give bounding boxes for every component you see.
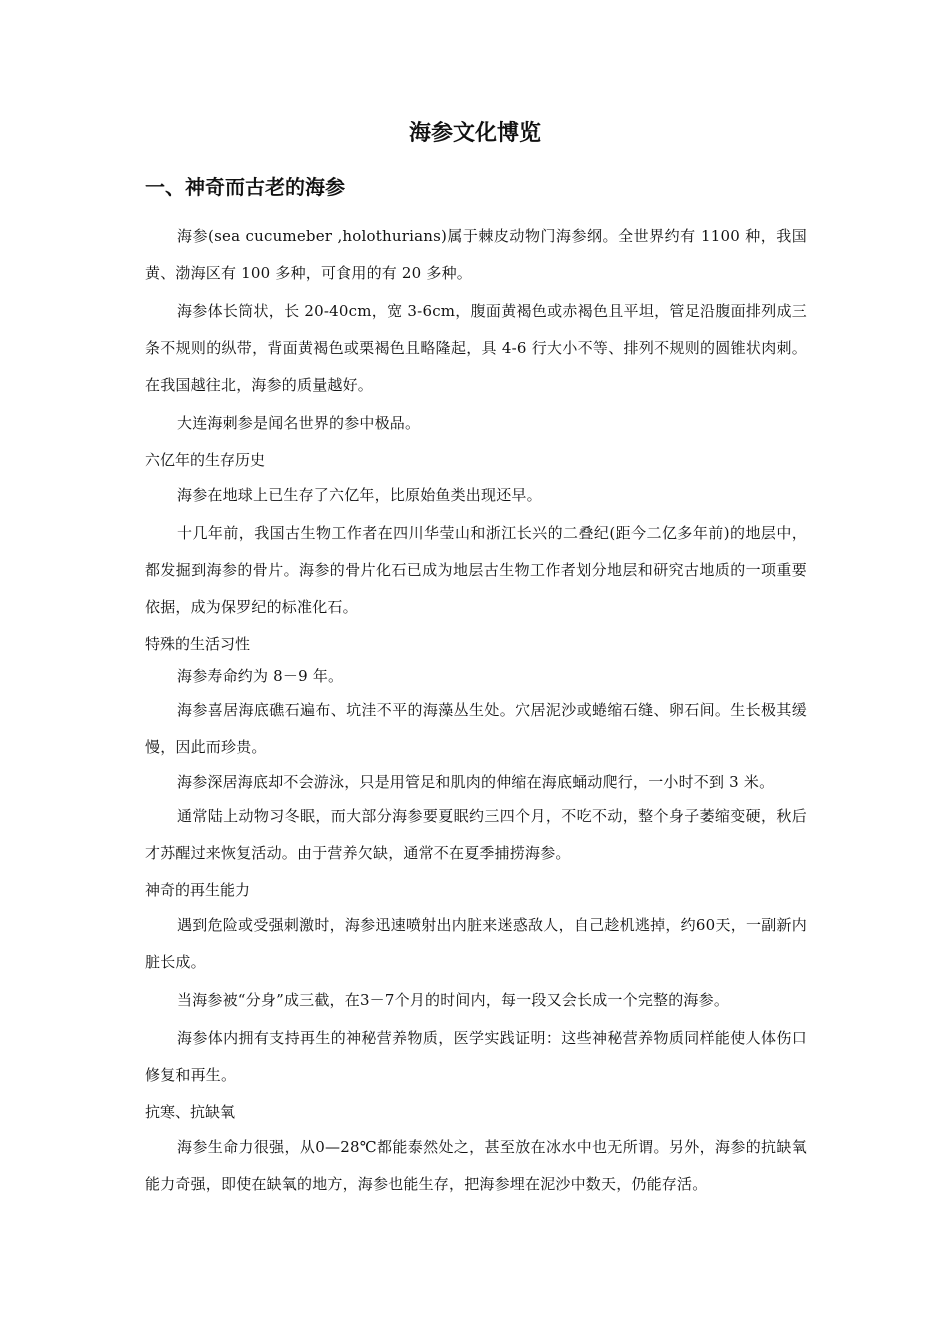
paragraph: 当海参被“分身”成三截，在3－7个月的时间内，每一段又会长成一个完整的海参。 — [177, 991, 730, 1009]
paragraph: 海参(sea cucumeber ,holothurians)属于棘皮动物门海参纲。全世界约有 1100 种，我国黄、渤海区有 100 多种，可食用的有 20 多种。 — [145, 227, 807, 282]
paragraph: 海参体内拥有支持再生的神秘营养物质，医学实践证明：这些神秘营养物质同样能使人体伤口修复和再生。 — [145, 1029, 807, 1084]
subheading-regeneration: 神奇的再生能力 — [145, 881, 251, 899]
paragraph: 遇到危险或受强刺激时，海参迅速喷射出内脏来迷惑敌人，自己趁机逃掉，约60天，一副新内脏长成。 — [145, 916, 807, 971]
paragraph: 海参喜居海底礁石遍布、坑洼不平的海藻丛生处。穴居泥沙或蜷缩石缝、卵石间。生长极其缓慢，因此而珍贵。 — [145, 701, 807, 756]
paragraph: 通常陆上动物习冬眠，而大部分海参要夏眠约三四个月，不吃不动，整个身子萎缩变硬，秋后才苏醒过来恢复活动。由于营养欠缺，通常不在夏季捕捞海参。 — [145, 807, 807, 862]
paragraph: 海参在地球上已生存了六亿年，比原始鱼类出现还早。 — [177, 486, 542, 504]
document-body — [145, 218, 807, 1204]
document-title: 海参文化博览 — [408, 121, 541, 146]
paragraph: 海参生命力很强，从0—28℃都能泰然处之，甚至放在冰水中也无所谓。另外，海参的抗缺氧能力奇强，即使在缺氧的地方，海参也能生存，把海参埋在泥沙中数天，仍能存活。 — [145, 1138, 807, 1193]
paragraph: 海参深居海底却不会游泳，只是用管足和肌肉的伸缩在海底蛹动爬行，一小时不到 3 米。 — [177, 773, 775, 791]
paragraph: 大连海刺参是闻名世界的参中极品。 — [177, 414, 421, 432]
paragraph: 十几年前，我国古生物工作者在四川华莹山和浙江长兴的二叠纪(距今二亿多年前)的地层中，都发掘到海参的骨片。海参的骨片化石已成为地层古生物工作者划分地层和研究古地质的一项重要依据，成为保罗纪的标准化石。 — [145, 524, 807, 616]
paragraph: 海参体长筒状，长 20-40cm，宽 3-6cm，腹面黄褐色或赤褐色且平坦，管足沿腹面排列成三条不规则的纵带，背面黄褐色或栗褐色且略隆起，具 4-6 行大小不等、排列不规则的圆锥状肉刺。在我国越往北，海参的质量越好。 — [145, 302, 807, 394]
subheading-cold-resistance: 抗寒、抗缺氧 — [145, 1103, 236, 1121]
subheading-habits: 特殊的生活习性 — [145, 635, 251, 653]
subheading-history: 六亿年的生存历史 — [145, 451, 266, 469]
paragraph: 海参寿命约为 8－9 年。 — [177, 667, 344, 685]
section-heading: 一、神奇而古老的海参 — [145, 175, 345, 199]
